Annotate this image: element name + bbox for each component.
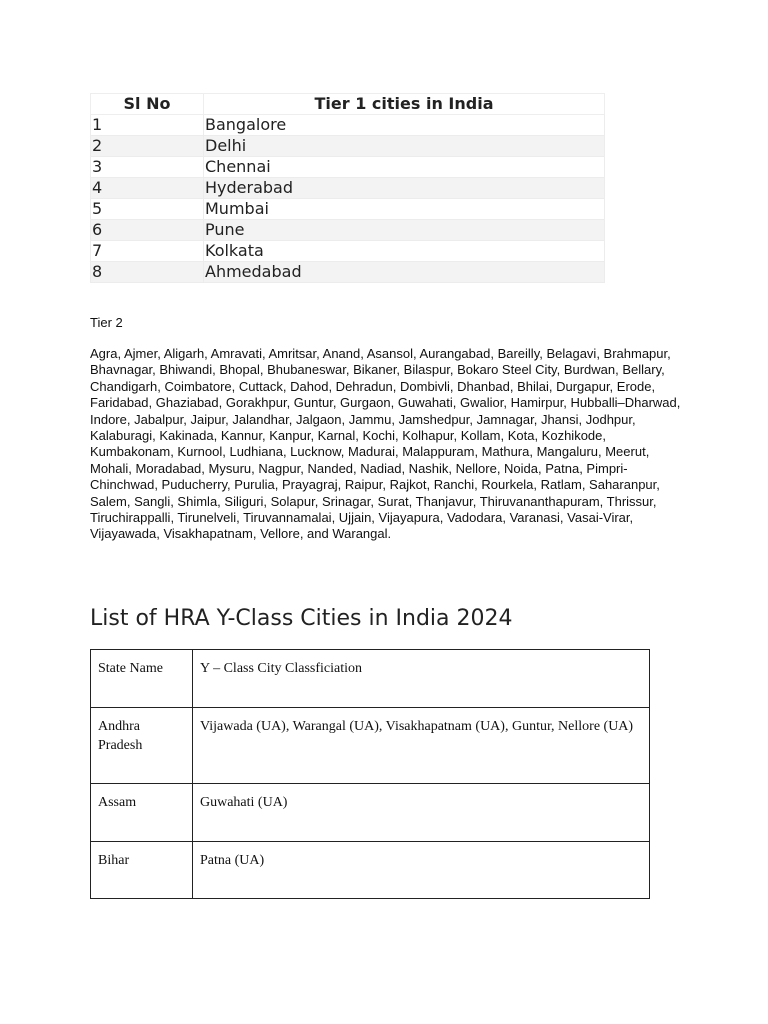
table-row — [91, 784, 650, 842]
table-row — [91, 178, 605, 199]
table-row — [91, 241, 605, 262]
cities-cell: Guwahati (UA) — [193, 784, 650, 842]
city-cell: Chennai — [204, 157, 605, 178]
tier2-heading: Tier 2 — [90, 315, 123, 330]
table-row — [91, 842, 650, 899]
hra-y-class-table — [90, 649, 650, 899]
table-header-row — [91, 650, 650, 708]
cities-cell: Vijawada (UA), Warangal (UA), Visakhapatnam (UA), Guntur, Nellore (UA) — [193, 708, 650, 784]
state-name-header: State Name — [91, 650, 193, 708]
sl-no-cell: 2 — [91, 136, 204, 157]
sl-no-cell: 1 — [91, 115, 204, 136]
sl-no-cell: 7 — [91, 241, 204, 262]
cities-cell: Patna (UA) — [193, 842, 650, 899]
city-cell: Pune — [204, 220, 605, 241]
tier2-city-list: Agra, Ajmer, Aligarh, Amravati, Amritsar, Anand, Asansol, Aurangabad, Bareilly, Belagavi, Brahmapur, Bhavnagar, Bhiwandi, Bhopal, Bhubaneswar, Bikaner, Bilaspur, Bokaro Steel City, Burdwan, Bellary, Chandigarh, Coimbatore, Cuttack, Dahod, Dehradun, Dombivli, Dhanbad, Bhilai, Durgapur, Erode, Faridabad, Ghaziabad, Gorakhpur, Guntur, Gurgaon, Guwahati, Gwalior, Hamirpur, Hubballi–Dharwad, Indore, Jabalpur, Jaipur, Jalandhar, Jalgaon, Jammu, Jamshedpur, Jamnagar, Jhansi, Jodhpur, Kalaburagi, Kakinada, Kannur, Kanpur, Karnal, Kochi, Kolhapur, Kollam, Kota, Kozhikode, Kumbakonam, Kurnool, Ludhiana, Lucknow, Madurai, Malappuram, Mathura, Mangaluru, Meerut, Mohali, Moradabad, Mysuru, Nagpur, Nanded, Nadiad, Nashik, Nellore, Noida, Patna, Pimpri-Chinchwad, Puducherry, Purulia, Prayagraj, Raipur, Rajkot, Ranchi, Rourkela, Ratlam, Saharanpur, Salem, Sangli, Shimla, Siliguri, Solapur, Srinagar, Surat, Thanjavur, Thiruvananthapuram, Thrissur, Tiruchirappalli, Tirunelveli, Tiruvannamalai, Ujjain, Vijayapura, Vadodara, Varanasi, Vasai-Virar, Vijayawada, Visakhapatnam, Vellore, and Warangal. — [90, 346, 681, 542]
city-cell: Bangalore — [204, 115, 605, 136]
hra-section-title: List of HRA Y-Class Cities in India 2024 — [90, 606, 513, 631]
tier1-cities-table — [90, 93, 605, 283]
state-cell: Assam — [91, 784, 193, 842]
table-row — [91, 115, 605, 136]
table-row — [91, 708, 650, 784]
city-cell: Hyderabad — [204, 178, 605, 199]
state-cell: Andhra Pradesh — [91, 708, 193, 784]
city-cell: Kolkata — [204, 241, 605, 262]
state-cell: Bihar — [91, 842, 193, 899]
table-header-row — [91, 94, 605, 115]
city-cell: Ahmedabad — [204, 262, 605, 283]
table-row — [91, 262, 605, 283]
city-cell: Mumbai — [204, 199, 605, 220]
sl-no-cell: 8 — [91, 262, 204, 283]
sl-no-cell: 6 — [91, 220, 204, 241]
table-row — [91, 220, 605, 241]
table-row — [91, 157, 605, 178]
sl-no-header: Sl No — [91, 94, 204, 115]
table-row — [91, 199, 605, 220]
y-class-header: Y – Class City Classficiation — [193, 650, 650, 708]
sl-no-cell: 4 — [91, 178, 204, 199]
sl-no-cell: 5 — [91, 199, 204, 220]
city-cell: Delhi — [204, 136, 605, 157]
table-row — [91, 136, 605, 157]
tier1-cities-header: Tier 1 cities in India — [204, 94, 605, 115]
sl-no-cell: 3 — [91, 157, 204, 178]
